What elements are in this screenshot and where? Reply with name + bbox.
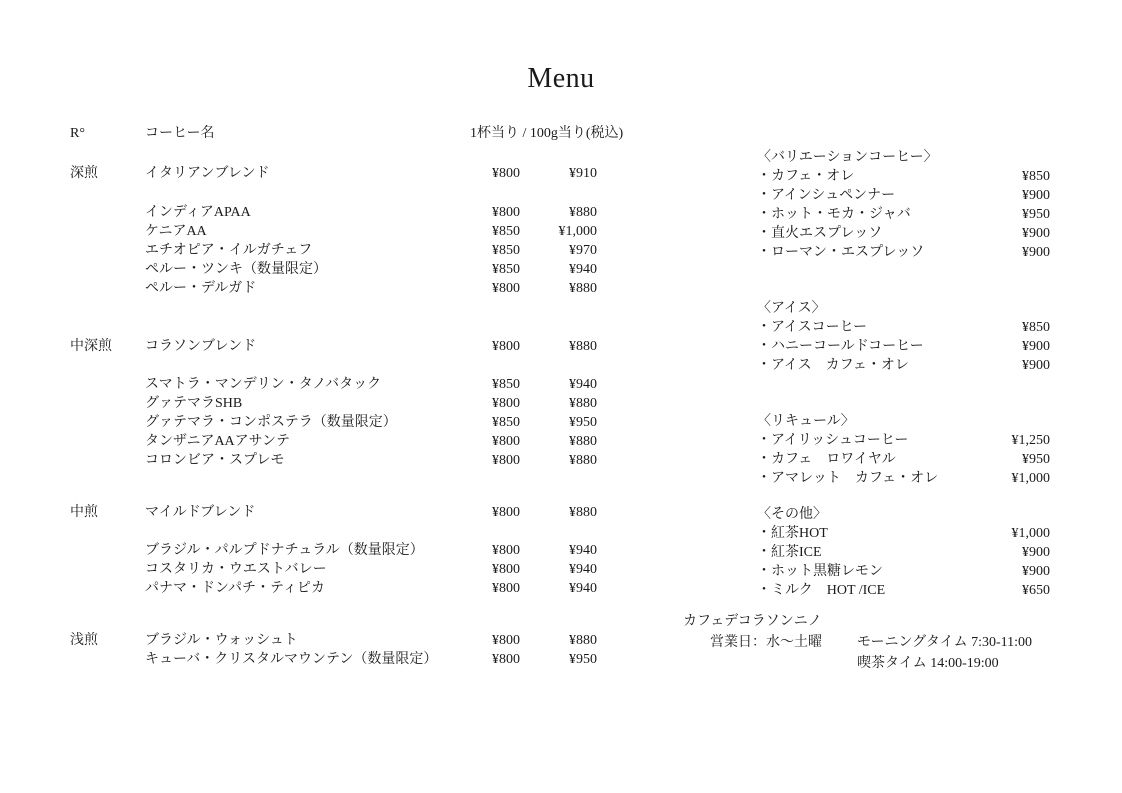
roast-label — [70, 413, 145, 432]
drink-price: ¥850 — [1022, 320, 1050, 335]
table-row — [70, 279, 597, 298]
roast-label: 深煎 — [70, 166, 98, 181]
cup-price: ¥800 — [492, 205, 520, 220]
spacer — [70, 143, 597, 164]
list-item — [757, 562, 1050, 581]
list-item — [757, 543, 1050, 562]
table-row — [70, 337, 597, 356]
per-100g-price: ¥970 — [569, 243, 597, 258]
spacer — [70, 470, 597, 503]
spacer — [757, 262, 1050, 299]
coffee-name: パナマ・ドンパチ・ティピカ — [145, 581, 325, 596]
drink-price: ¥850 — [1022, 169, 1050, 184]
drink-name: ・アマレット カフェ・オレ — [757, 471, 939, 486]
coffee-name: コロンビア・スプレモ — [145, 453, 285, 468]
shop-name: カフェデコラソンニノ — [683, 614, 822, 629]
cup-price: ¥850 — [492, 224, 520, 239]
per-100g-price: ¥880 — [569, 281, 597, 296]
coffee-name: タンザニアAAアサンテ — [145, 434, 290, 449]
table-row — [70, 394, 597, 413]
cup-price: ¥850 — [492, 415, 520, 430]
group-title-others: 〈その他〉 — [757, 507, 827, 522]
per-100g-price: ¥940 — [569, 562, 597, 577]
coffee-name: コラソンブレンド — [145, 339, 257, 354]
drink-name: ・ミルク HOT /ICE — [757, 583, 886, 598]
spacer — [757, 375, 1050, 412]
list-item — [757, 356, 1050, 375]
cup-price: ¥850 — [492, 377, 520, 392]
per-100g-price: ¥950 — [569, 652, 597, 667]
drink-name: ・カフェ・オレ — [757, 169, 855, 184]
per-100g-price: ¥950 — [569, 415, 597, 430]
group-title-liqueur: 〈リキュール〉 — [757, 414, 855, 429]
cup-price: ¥800 — [492, 281, 520, 296]
table-row — [70, 650, 597, 669]
roast-label — [70, 375, 145, 394]
cup-price: ¥800 — [492, 652, 520, 667]
drink-price: ¥950 — [1022, 207, 1050, 222]
list-item — [757, 524, 1050, 543]
drink-price: ¥900 — [1022, 564, 1050, 579]
drink-price: ¥900 — [1022, 226, 1050, 241]
cup-price: ¥800 — [492, 396, 520, 411]
table-row — [70, 560, 597, 579]
roast-label — [70, 451, 145, 470]
drink-price: ¥650 — [1022, 583, 1050, 598]
drink-name: ・ホット・モカ・ジャバ — [757, 207, 911, 222]
table-row — [70, 164, 597, 183]
coffee-name: エチオピア・イルガチェフ — [145, 243, 313, 258]
coffee-name: ブラジル・パルプドナチュラル（数量限定） — [145, 543, 424, 558]
roast-label — [70, 241, 145, 260]
page-title: Menu — [527, 63, 595, 94]
spacer — [70, 598, 597, 631]
drink-name: ・アインシュペンナー — [757, 188, 896, 203]
cup-price: ¥800 — [492, 581, 520, 596]
coffee-name: スマトラ・マンデリン・タノバタック — [145, 377, 382, 392]
coffee-name: マイルドブレンド — [145, 505, 256, 520]
drink-groups-column — [757, 148, 1050, 600]
open-days: 営業日：水～土曜 — [710, 635, 822, 650]
roast-label: 中深煎 — [70, 339, 112, 354]
cup-price: ¥800 — [492, 453, 520, 468]
table-row — [70, 222, 597, 241]
drink-name: ・カフェ ロワイヤル — [757, 452, 896, 467]
morning-time: モーニングタイム 7:30-11:00 — [857, 635, 1033, 650]
roast-label — [70, 222, 145, 241]
per-100g-price: ¥880 — [569, 205, 597, 220]
table-row — [70, 503, 597, 522]
per-100g-price: ¥880 — [569, 396, 597, 411]
list-item — [757, 318, 1050, 337]
table-row — [70, 451, 597, 470]
drink-price: ¥950 — [1022, 452, 1050, 467]
drink-price: ¥900 — [1022, 245, 1050, 260]
list-item — [757, 205, 1050, 224]
coffee-name: ペルー・デルガド — [145, 281, 257, 296]
drink-price: ¥1,000 — [1011, 471, 1050, 486]
per-100g-price: ¥880 — [569, 453, 597, 468]
drink-name: ・アイス カフェ・オレ — [757, 358, 909, 373]
table-row — [70, 241, 597, 260]
coffee-name: ペルー・ツンキ（数量限定） — [145, 262, 327, 277]
roast-label — [70, 579, 145, 598]
table-row — [70, 413, 597, 432]
roast-label — [70, 650, 145, 669]
drink-name: ・直火エスプレッソ — [757, 226, 883, 241]
roast-label — [70, 260, 145, 279]
table-row — [70, 541, 597, 560]
list-item — [757, 243, 1050, 262]
coffee-name: イタリアンブレンド — [145, 166, 270, 181]
per-100g-price: ¥880 — [569, 434, 597, 449]
per-100g-price: ¥880 — [569, 505, 597, 520]
per-100g-price: ¥880 — [569, 339, 597, 354]
cup-price: ¥800 — [492, 505, 520, 520]
coffee-name: グァテマラ・コンポステラ（数量限定） — [145, 415, 397, 430]
spacer — [70, 356, 597, 375]
drink-price: ¥900 — [1022, 545, 1050, 560]
roast-label — [70, 279, 145, 298]
header-price-columns: 1杯当り / 100g当り(税込) — [470, 126, 624, 141]
header-coffee-name: コーヒー名 — [145, 126, 215, 141]
roast-label — [70, 203, 145, 222]
table-row — [70, 375, 597, 394]
roast-label — [70, 394, 145, 413]
cup-price: ¥800 — [492, 562, 520, 577]
spacer — [757, 488, 1050, 505]
spacer — [70, 298, 597, 337]
drink-name: ・アイスコーヒー — [757, 320, 868, 335]
coffee-name: キューバ・クリスタルマウンテン（数量限定） — [145, 652, 438, 667]
list-item — [757, 186, 1050, 205]
coffee-name: グァテマラSHB — [145, 396, 243, 411]
cup-price: ¥800 — [492, 633, 520, 648]
cup-price: ¥850 — [492, 262, 520, 277]
table-row — [70, 260, 597, 279]
drink-name: ・ホット黒糖レモン — [757, 564, 883, 579]
per-100g-price: ¥1,000 — [558, 224, 597, 239]
per-100g-price: ¥880 — [569, 633, 597, 648]
drink-price: ¥900 — [1022, 188, 1050, 203]
per-100g-price: ¥940 — [569, 543, 597, 558]
roast-label — [70, 432, 145, 451]
table-row — [70, 579, 597, 598]
group-title-ice: 〈アイス〉 — [757, 301, 826, 316]
drink-name: ・紅茶ICE — [757, 545, 822, 560]
cup-price: ¥800 — [492, 339, 520, 354]
per-100g-price: ¥940 — [569, 581, 597, 596]
roast-label — [70, 541, 145, 560]
spacer — [70, 522, 597, 541]
per-100g-price: ¥940 — [569, 377, 597, 392]
drink-name: ・アイリッシュコーヒー — [757, 433, 909, 448]
table-row — [70, 631, 597, 650]
list-item — [757, 469, 1050, 488]
per-100g-price: ¥940 — [569, 262, 597, 277]
coffee-price-table — [70, 124, 624, 669]
cup-price: ¥800 — [492, 543, 520, 558]
header-roast-degree: R° — [70, 126, 85, 141]
coffee-name: インディアAPAA — [145, 205, 251, 220]
per-100g-price: ¥910 — [569, 166, 597, 181]
drink-name: ・紅茶HOT — [757, 526, 828, 541]
group-title-variation-coffee: 〈バリエーションコーヒー〉 — [757, 150, 938, 165]
drink-price: ¥900 — [1022, 339, 1050, 354]
drink-price: ¥900 — [1022, 358, 1050, 373]
list-item — [757, 167, 1050, 186]
drink-name: ・ハニーコールドコーヒー — [757, 339, 924, 354]
coffee-name: ブラジル・ウォッシュト — [145, 633, 298, 648]
cup-price: ¥850 — [492, 243, 520, 258]
coffee-name: コスタリカ・ウエストバレー — [145, 562, 327, 577]
list-item — [757, 431, 1050, 450]
coffee-name: ケニアAA — [145, 224, 207, 239]
cup-price: ¥800 — [492, 166, 520, 181]
drink-name: ・ローマン・エスプレッソ — [757, 245, 925, 260]
cup-price: ¥800 — [492, 434, 520, 449]
drink-price: ¥1,250 — [1011, 433, 1050, 448]
table-header-row — [70, 124, 624, 143]
drink-price: ¥1,000 — [1011, 526, 1050, 541]
list-item — [757, 581, 1050, 600]
table-row — [70, 203, 597, 222]
cafe-time: 喫茶タイム 14:00-19:00 — [857, 656, 999, 671]
roast-label: 浅煎 — [70, 633, 98, 648]
list-item — [757, 450, 1050, 469]
roast-label: 中煎 — [70, 505, 98, 520]
roast-label — [70, 560, 145, 579]
spacer — [70, 183, 597, 203]
list-item — [757, 337, 1050, 356]
table-row — [70, 432, 597, 451]
list-item — [757, 224, 1050, 243]
